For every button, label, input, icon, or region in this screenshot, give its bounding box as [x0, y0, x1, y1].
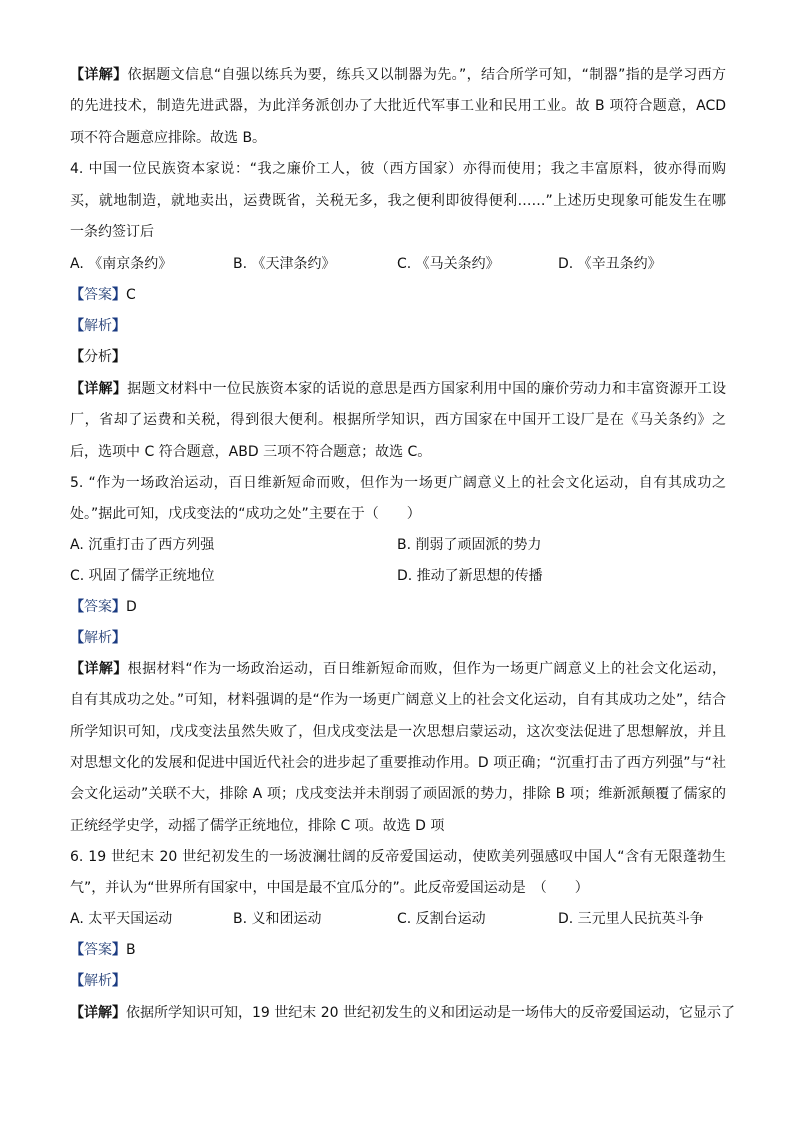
q6-option-d: D. 三元里人民抗英斗争 [558, 911, 704, 927]
q6-detail-line: 【详解】依据所学知识可知，19 世纪末 20 世纪初发生的义和团运动是一场伟大的反帝爱国运动，它显示了 [70, 1005, 735, 1021]
q6-stem-line: 气”，并认为“世界所有国家中，中国是最不宜瓜分的”。此反帝爱国运动是 （ ） [70, 880, 589, 896]
detail-label: 【详解】 [70, 67, 128, 83]
q5-detail-line: 正统经学史学，动摇了儒学正统地位，排除 C 项。故选 D 项 [70, 818, 445, 834]
q5-analysis-label: 【解析】 [70, 630, 126, 646]
q5-stem-line: 5. “作为一场政治运动，百日维新短命而败，但作为一场更广阔意义上的社会文化运动，自有其成功之 [70, 475, 726, 491]
q5-option-c: C. 巩固了儒学正统地位 [70, 568, 215, 584]
q4-stem-line: 一条约签订后 [70, 224, 154, 240]
q6-option-c: C. 反割台运动 [397, 911, 486, 927]
q4-detail-line: 厂，省却了运费和关税，得到很大便利。根据所学知识，西方国家在中国开工设厂是在《马关条约》之 [70, 412, 726, 428]
q5-detail-line: 自有其成功之处。”可知，材料强调的是“作为一场更广阔意义上的社会文化运动，自有其成功之处”，结合 [70, 692, 726, 708]
q6-stem-line: 6. 19 世纪末 20 世纪初发生的一场波澜壮阔的反帝爱国运动，使欧美列强感叹中国人“含有无限蓬勃生 [70, 849, 726, 865]
q5-option-d: D. 推动了新思想的传播 [397, 568, 543, 584]
q4-detail-line: 后，选项中 C 符合题意，ABD 三项不符合题意；故选 C。 [70, 444, 432, 460]
q5-detail-line: 所学知识可知，戊戌变法虽然失败了，但戊戌变法是一次思想启蒙运动，这次变法促进了思想解放，并且 [70, 724, 726, 740]
q4-answer: 【答案】C [70, 287, 136, 303]
q3-detail-line: 项不符合题意应排除。故选 B。 [70, 130, 267, 146]
q5-detail-line: 【详解】根据材料“作为一场政治运动，百日维新短命而败，但作为一场更广阔意义上的社会文化运动， [70, 661, 726, 677]
q6-answer: 【答案】B [70, 942, 136, 958]
q6-option-a: A. 太平天国运动 [70, 911, 173, 927]
q4-analysis2-label: 【分析】 [70, 349, 126, 365]
q5-detail-line: 会文化运动”关联不大，排除 A 项；戊戌变法并未削弱了顽固派的势力，排除 B 项；维新派颠覆了儒家的 [70, 786, 726, 802]
q6-option-b: B. 义和团运动 [233, 911, 322, 927]
q6-analysis-label: 【解析】 [70, 973, 126, 989]
q5-option-a: A. 沉重打击了西方列强 [70, 537, 215, 553]
answer-label: 【答案】 [70, 287, 126, 303]
q4-analysis-label: 【解析】 [70, 318, 126, 334]
q5-answer: 【答案】D [70, 599, 137, 615]
q4-stem-line: 买，就地制造，就地卖出，运费既省，关税无多，我之便利即彼得便利……”上述历史现象可能发生在哪 [70, 193, 726, 209]
q3-detail-line: 【详解】依据题文信息“自强以练兵为要，练兵又以制器为先。”，结合所学可知，“制器”指的是学习西方 [70, 67, 726, 83]
q3-detail-line: 的先进技术，制造先进武器，为此洋务派创办了大批近代军事工业和民用工业。故 B 项符合题意，ACD [70, 98, 726, 114]
q5-option-b: B. 削弱了顽固派的势力 [397, 537, 542, 553]
q5-detail-line: 对思想文化的发展和促进中国近代社会的进步起了重要推动作用。D 项正确；“沉重打击了西方列强”与“社 [70, 755, 726, 771]
q4-option-c: C. 《马关条约》 [397, 256, 500, 272]
q4-stem-line: 4. 中国一位民族资本家说：“我之廉价工人，彼（西方国家）亦得而使用；我之丰富原料，彼亦得而购 [70, 161, 726, 177]
q5-stem-line: 处。”据此可知，戊戌变法的“成功之处”主要在于（ ） [70, 506, 421, 522]
q4-option-a: A. 《南京条约》 [70, 256, 173, 272]
q4-detail-line: 【详解】据题文材料中一位民族资本家的话说的意思是西方国家利用中国的廉价劳动力和丰富资源开工设 [70, 381, 727, 397]
q4-option-b: B. 《天津条约》 [233, 256, 336, 272]
q4-option-d: D. 《辛丑条约》 [558, 256, 662, 272]
